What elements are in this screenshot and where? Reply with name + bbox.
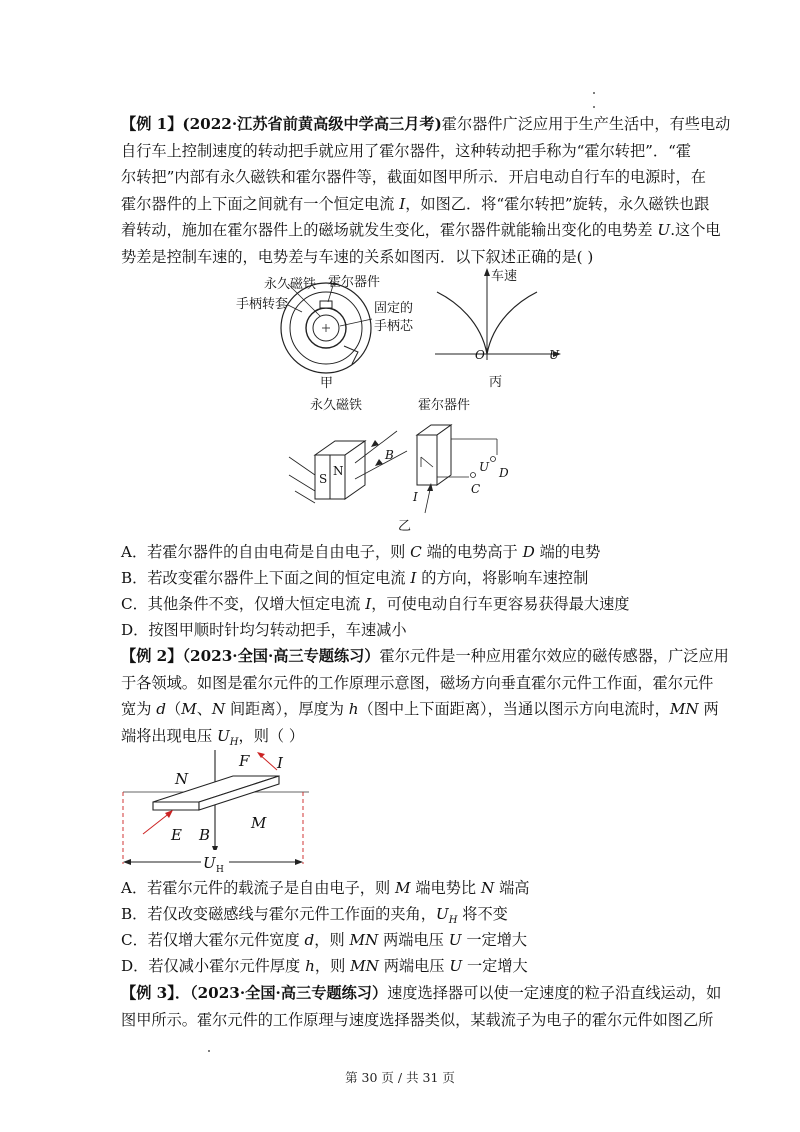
example-1-option-c [121,593,629,614]
label-fixed: 固定的 [374,301,414,316]
label-n: N [333,464,344,478]
text-span: 、 [196,700,212,719]
text-span: 端将出现电压 [121,726,217,745]
example-2-option-a [121,877,529,898]
label-d: D [499,466,509,480]
text-span: .这个电 [670,221,721,240]
example-2-tag: 【例 2】 [121,647,183,665]
terminal-c [471,473,476,478]
text-span: 着转动，施加在霍尔器件上的磁场就发生变化，霍尔器件就能输出变化的电势差 [121,221,658,240]
text-span: ，如图乙．将“霍尔转把”旋转，永久磁铁也跟 [405,194,710,213]
example-3-dot: ． [174,984,191,1002]
text-span: B．若改变霍尔器件上下面之间的恒定电流 [121,569,411,587]
axis-line [289,457,315,475]
example-1-option-a [121,541,600,562]
label-speed: 车速 [491,269,518,284]
var-M: M [394,879,411,897]
hall-element [320,301,332,308]
text-line: 图甲所示。霍尔元件的工作原理与速度选择器类似，某载流子为电子的霍尔元件如图乙所 [121,1010,714,1029]
current-arrow [257,752,265,758]
y-axis-arrow [484,268,490,276]
example-1-source: (2022·江苏省前黄高级中学高三月考) [182,115,442,133]
subscript-h: H [448,915,458,927]
caption-bing: 丙 [489,375,503,390]
example-2-text [121,643,729,749]
text-line: 霍尔器件广泛应用于生产生活中，有些电动 [441,115,731,133]
var-N: N [211,700,226,719]
leader-line [288,305,302,312]
var-I: I [365,595,372,613]
text-span: 端的电势高于 [421,543,523,561]
text-line: 于各领域。如图是霍尔元件的工作原理示意图，磁场方向垂直霍尔元件工作面，霍尔元件 [121,673,714,692]
text-span: D．若仅减小霍尔元件厚度 [121,957,306,975]
label-c: C [471,482,481,496]
example-3-text [121,980,722,1033]
text-span: 端的电势 [534,543,601,561]
hall-side [437,425,451,485]
figure-jia [236,268,436,393]
var-MN: MN [349,931,379,949]
text-line: 势差是控制车速的，电势差与车速的关系如图丙．以下叙述正确的是( ) [121,247,594,266]
text-span: （ [165,700,182,719]
figure-yi [285,395,535,535]
text-span: ，则 [314,957,351,975]
text-span: ，可使电动自行车更容易获得最大速度 [371,595,630,613]
label-e: E [171,826,182,844]
var-D: D [522,543,535,561]
current-out-line [143,812,171,834]
text-line: 霍尔元件是一种应用霍尔效应的磁传感器，广泛应用 [379,647,729,665]
var-M: M [181,700,197,719]
label-grip-sleeve: 手柄转套 [236,297,289,312]
label-permanent-magnet: 永久磁铁 [264,277,317,292]
example-1-tag: 【例 1】 [121,115,183,133]
speed-curve-right [487,292,537,354]
label-uh: U [203,854,216,872]
text-span: 间距离），厚度为 [225,700,349,719]
label-permanent-magnet: 永久磁铁 [310,398,363,413]
scan-dot [593,106,595,108]
label-b: B [385,448,394,462]
scan-dot [208,1050,210,1052]
var-N: N [480,879,495,897]
text-span: A．若霍尔器件的自由电荷是自由电子，则 [121,543,411,561]
hall-front [417,435,437,485]
text-span: 将不变 [457,905,508,923]
example-1-text [121,111,731,271]
var-U: U [448,931,462,949]
text-span: A．若霍尔元件的载流子是自由电子，则 [121,879,395,897]
text-span: ，则（ ） [238,726,305,745]
text-span: 一定增大 [462,957,528,975]
label-i: I [277,754,283,772]
var-U: U [449,957,463,975]
axis-line [295,491,315,503]
label-uh-sub: H [216,865,224,874]
var-U: U [435,905,449,923]
label-hall-device: 霍尔器件 [328,275,381,290]
var-h: h [305,957,315,975]
text-span: 两端电压 [378,957,450,975]
example-2-option-c [121,929,527,950]
var-U: U [216,726,230,745]
text-line: 尔转把”内部有永久磁铁和霍尔器件等，截面如图甲所示．开启电动自行车的电源时，在 [121,168,706,187]
text-line: 自行车上控制速度的转动把手就应用了霍尔器件，这种转动把手称为“霍尔转把”．“霍 [121,141,692,160]
var-d: d [156,700,166,719]
scan-dot [593,92,595,94]
speed-curve-left [437,292,487,354]
subscript-h: H [229,736,239,748]
text-span: 一定增大 [461,931,528,949]
label-i: I [413,490,418,504]
label-origin: O [475,348,485,362]
text-span: C．其他条件不变，仅增大恒定电流 [121,595,366,613]
text-span: C．若仅增大霍尔元件宽度 [121,931,305,949]
var-C: C [410,543,422,561]
label-f: F [239,752,250,770]
var-I: I [410,569,417,587]
text-span: ，则 [314,931,350,949]
label-s: S [319,472,328,486]
label-u: U [549,348,560,362]
example-1-option-d: D．按图甲顺时针均匀转动把手，车速减小 [121,621,407,639]
label-hall-device: 霍尔器件 [418,398,471,413]
current-out-arrow [165,810,173,818]
caption-jia: 甲 [320,376,334,391]
label-u: U [479,460,490,474]
example-2-option-b [121,903,508,926]
var-MN: MN [669,700,699,719]
figure-hall-element [117,746,317,874]
text-span: 宽为 [121,700,157,719]
label-grip-core: 手柄芯 [374,319,414,334]
var-d: d [304,931,315,949]
voltage-arrow-left [123,859,131,865]
text-span: （图中上下面距离），当通以图示方向电流时， [358,700,670,719]
example-1-option-b [121,567,588,588]
text-span: 端高 [494,879,530,897]
label-b: B [199,826,211,844]
text-span: 端电势比 [410,879,481,897]
figure-bing [425,262,565,392]
voltage-arrow-right [295,859,303,865]
text-span: B．若仅改变磁感线与霍尔元件工作面的夹角， [121,905,436,923]
var-h: h [348,700,359,719]
example-2-option-d [121,955,528,976]
label-m: M [251,814,267,832]
label-n: N [175,770,189,788]
terminal-d [491,457,496,462]
example-2-source: （2023·全国·高三专题练习） [182,647,380,665]
text-span: 的方向，将影响车速控制 [416,569,589,587]
text-line: 速度选择器可以使一定速度的粒子沿直线运动，如 [387,984,722,1002]
plate-front [153,802,199,810]
example-3-tag: 【例 3】 [121,984,175,1002]
var-I: I [399,194,406,213]
caption-yi: 乙 [398,519,412,534]
text-span: 霍尔器件的上下面之间就有一个恒定电流 [121,194,400,213]
text-span: 两 [698,700,719,719]
var-MN: MN [350,957,379,975]
example-3-source: （2023·全国·高三专题练习） [190,984,388,1002]
text-span: 两端电压 [378,931,449,949]
axis-line [289,475,315,491]
page-footer: 第 30 页 / 共 31 页 [345,1070,455,1085]
var-U: U [657,221,671,240]
